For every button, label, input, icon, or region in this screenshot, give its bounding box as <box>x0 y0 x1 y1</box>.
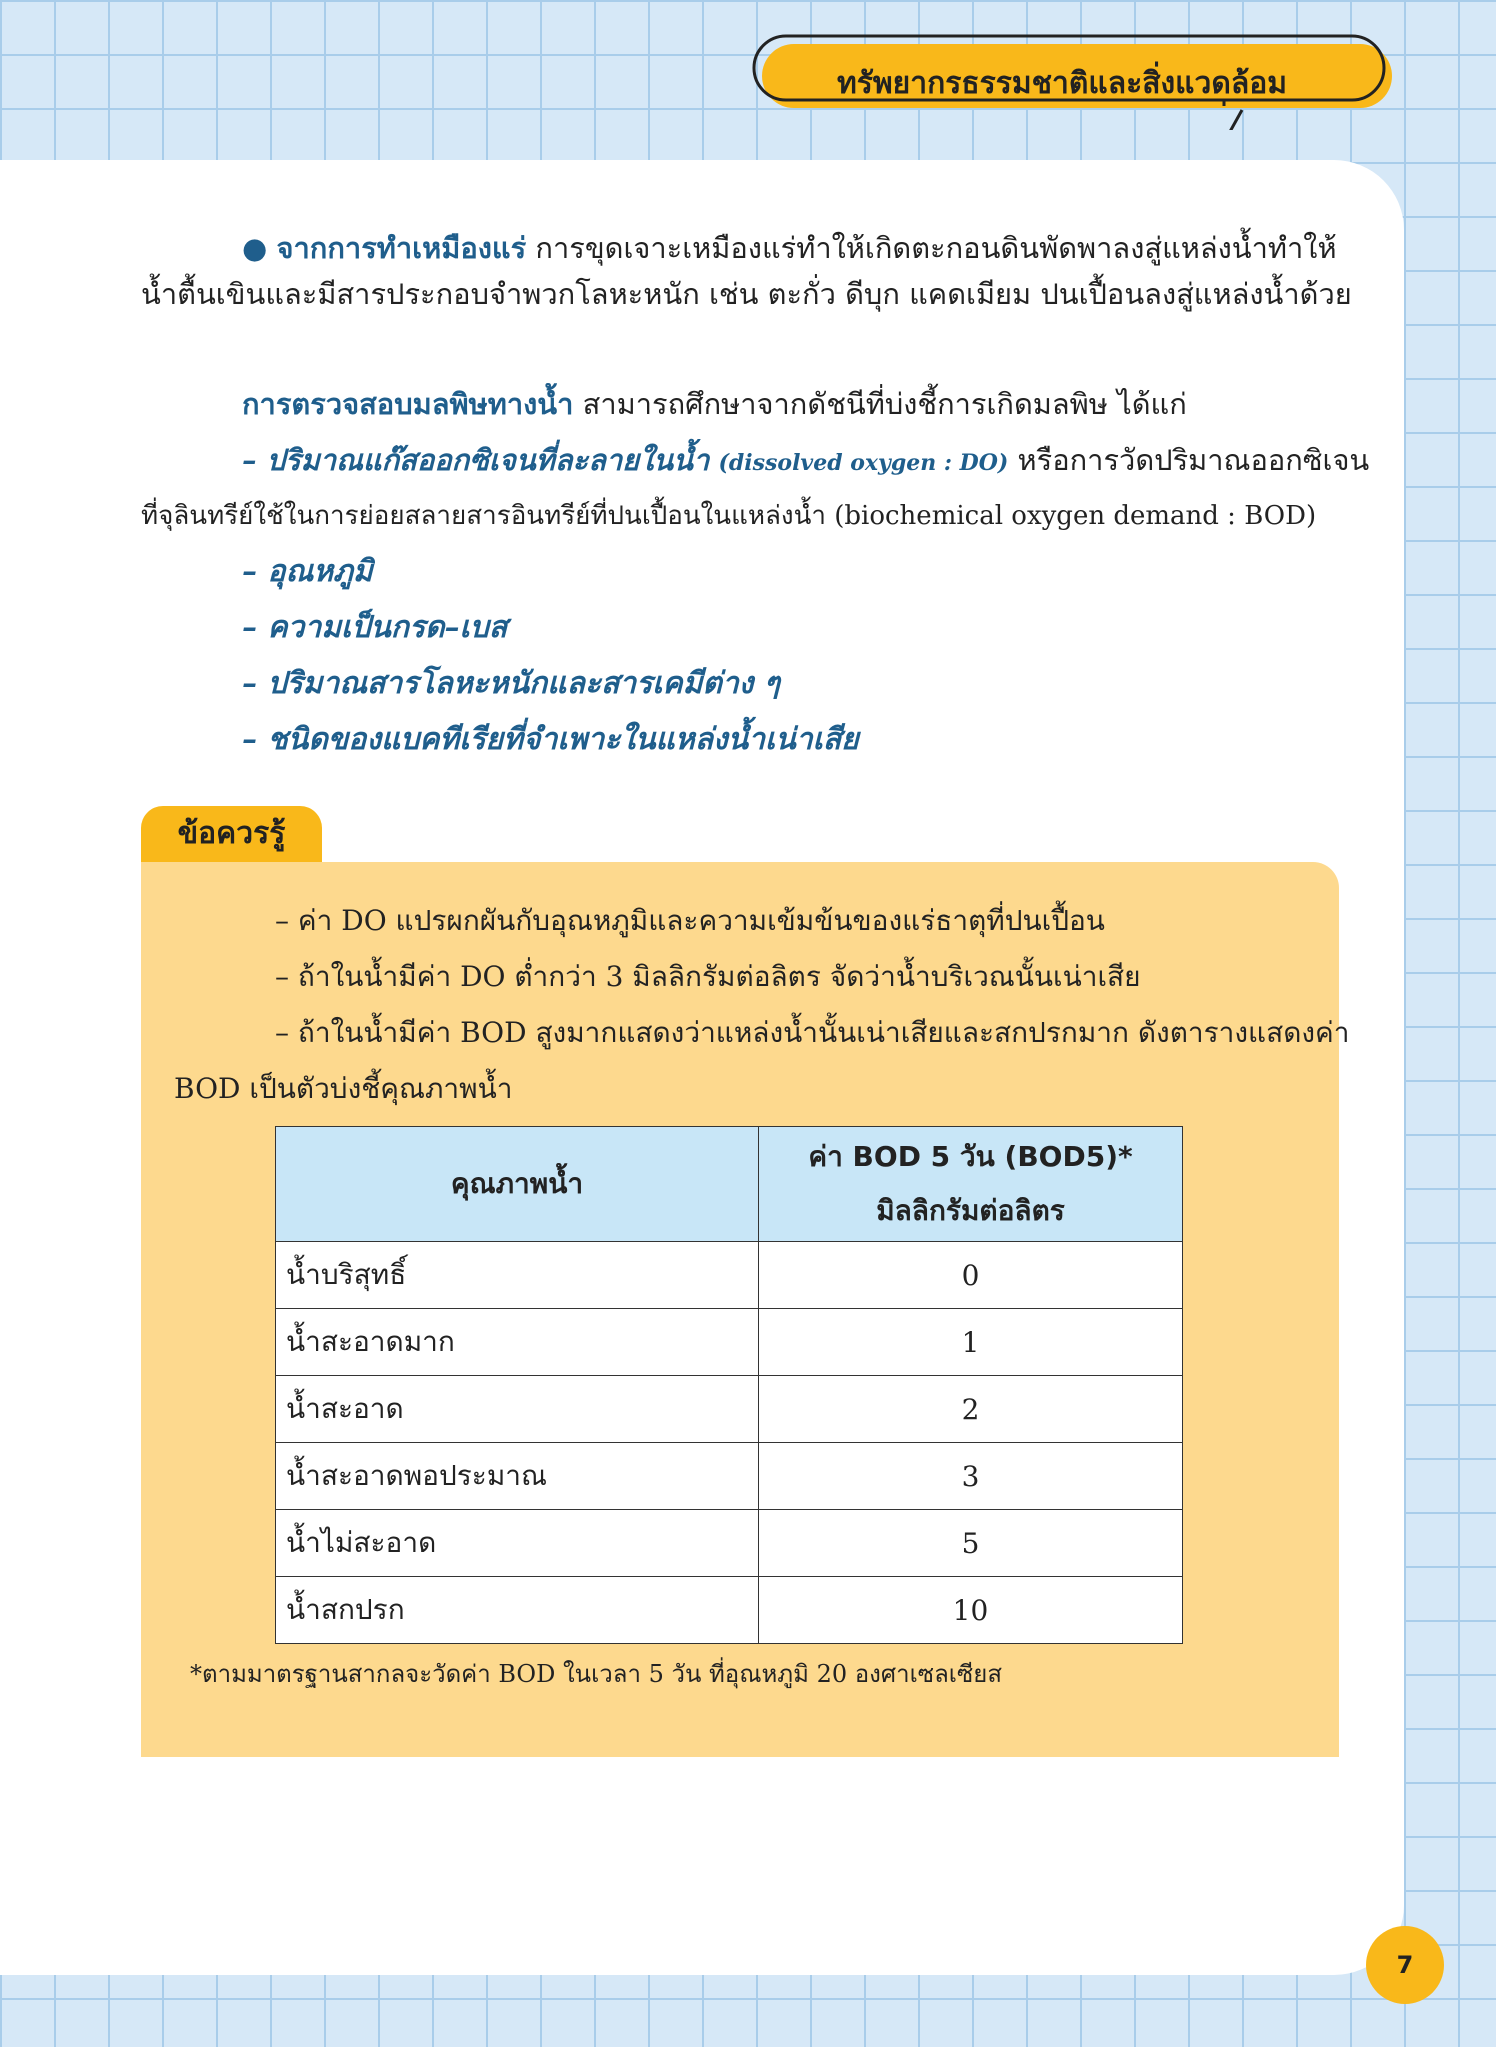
table-row <box>276 1510 1183 1577</box>
bod-header-line1: ค่า BOD 5 วัน (BOD5)* <box>808 1140 1133 1173</box>
mining-text-2: น้ำตื้นเขินและมีสารประกอบจำพวกโลหะหนัก เช่น ตะกั่ว ดีบุก แคดเมียม ปนเปื้อนลงสู่แหล่งน้ำด้วย <box>141 277 1352 311</box>
inspection-paragraph <box>242 376 1187 432</box>
inspection-heading: การตรวจสอบมลพิษทางน้ำ <box>242 387 574 421</box>
bod-value-cell: 5 <box>759 1510 1183 1577</box>
bod-value-cell: 2 <box>759 1376 1183 1443</box>
mining-heading: จากการทำเหมืองแร่ <box>276 231 527 265</box>
bod-table <box>275 1126 1183 1644</box>
quality-cell: น้ำสะอาดพอประมาณ <box>276 1443 759 1510</box>
page-number-badge: 7 <box>1366 1926 1444 2004</box>
note-line-4: BOD เป็นตัวบ่งชี้คุณภาพน้ำ <box>174 1072 513 1105</box>
bod-header-line2: มิลลิกรัมต่อลิตร <box>876 1194 1065 1227</box>
bod-value-cell: 10 <box>759 1577 1183 1644</box>
note-line-2: – ถ้าในน้ำมีค่า DO ต่ำกว่า 3 มิลลิกรัมต่อลิตร จัดว่าน้ำบริเวณนั้นเน่าเสีย <box>275 960 1141 993</box>
quality-cell: น้ำสกปรก <box>276 1577 759 1644</box>
note-line-3: – ถ้าในน้ำมีค่า BOD สูงมากแสดงว่าแหล่งน้ำนั้นเน่าเสียและสกปรกมาก ดังตารางแสดงค่า <box>275 1016 1350 1049</box>
note-line-1: – ค่า DO แปรผกผันกับอุณหภูมิและความเข้มข้นของแร่ธาตุที่ปนเปื้อน <box>275 904 1105 937</box>
bod-description: ที่จุลินทรีย์ใช้ในการย่อยสลายสารอินทรีย์ที่ปนเปื้อนในแหล่งน้ำ (biochemical oxygen demand : BOD) <box>141 501 1317 531</box>
bod-value-cell: 0 <box>759 1242 1183 1309</box>
table-row <box>276 1577 1183 1644</box>
quality-cell: น้ำไม่สะอาด <box>276 1510 759 1577</box>
mining-text-1: การขุดเจาะเหมืองแร่ทำให้เกิดตะกอนดินพัดพาลงสู่แหล่งน้ำทำให้ <box>535 231 1337 265</box>
column-header-bod <box>759 1127 1183 1242</box>
bod-value-cell: 1 <box>759 1309 1183 1376</box>
table-row <box>276 1376 1183 1443</box>
chapter-header <box>752 34 1404 130</box>
indicator-item: – ปริมาณสารโลหะหนักและสารเคมีต่าง ๆ <box>242 666 780 701</box>
do-english: (dissolved oxygen : DO) <box>718 450 1009 476</box>
column-header-quality: คุณภาพน้ำ <box>276 1127 759 1242</box>
quality-cell: น้ำสะอาดมาก <box>276 1309 759 1376</box>
indicator-item: – ชนิดของแบคทีเรียที่จำเพาะในแหล่งน้ำเน่าเสีย <box>242 722 859 757</box>
table-header-row <box>276 1127 1183 1242</box>
note-tab-label: ข้อควรรู้ <box>141 806 322 864</box>
quality-cell: น้ำสะอาด <box>276 1376 759 1443</box>
table-footnote: *ตามมาตรฐานสากลจะวัดค่า BOD ในเวลา 5 วัน ที่อุณหภูมิ 20 องศาเซลเซียส <box>190 1660 1002 1688</box>
table-row <box>276 1309 1183 1376</box>
do-label: – ปริมาณแก๊สออกซิเจนที่ละลายในน้ำ <box>242 443 710 477</box>
bullet-icon: ● <box>242 231 268 265</box>
do-rest: หรือการวัดปริมาณออกซิเจน <box>1017 443 1370 477</box>
indicator-item: – ความเป็นกรด–เบส <box>242 610 508 645</box>
chapter-title: ทรัพยากรธรรมชาติและสิ่งแวดล้อม <box>837 66 1287 101</box>
quality-cell: น้ำบริสุทธิ์ <box>276 1242 759 1309</box>
bod-value-cell: 3 <box>759 1443 1183 1510</box>
inspection-item-1 <box>242 432 1369 491</box>
table-row <box>276 1443 1183 1510</box>
indicator-item: – อุณหภูมิ <box>242 554 373 589</box>
table-row <box>276 1242 1183 1309</box>
inspection-intro: สามารถศึกษาจากดัชนีที่บ่งชี้การเกิดมลพิษ ได้แก่ <box>582 387 1187 421</box>
